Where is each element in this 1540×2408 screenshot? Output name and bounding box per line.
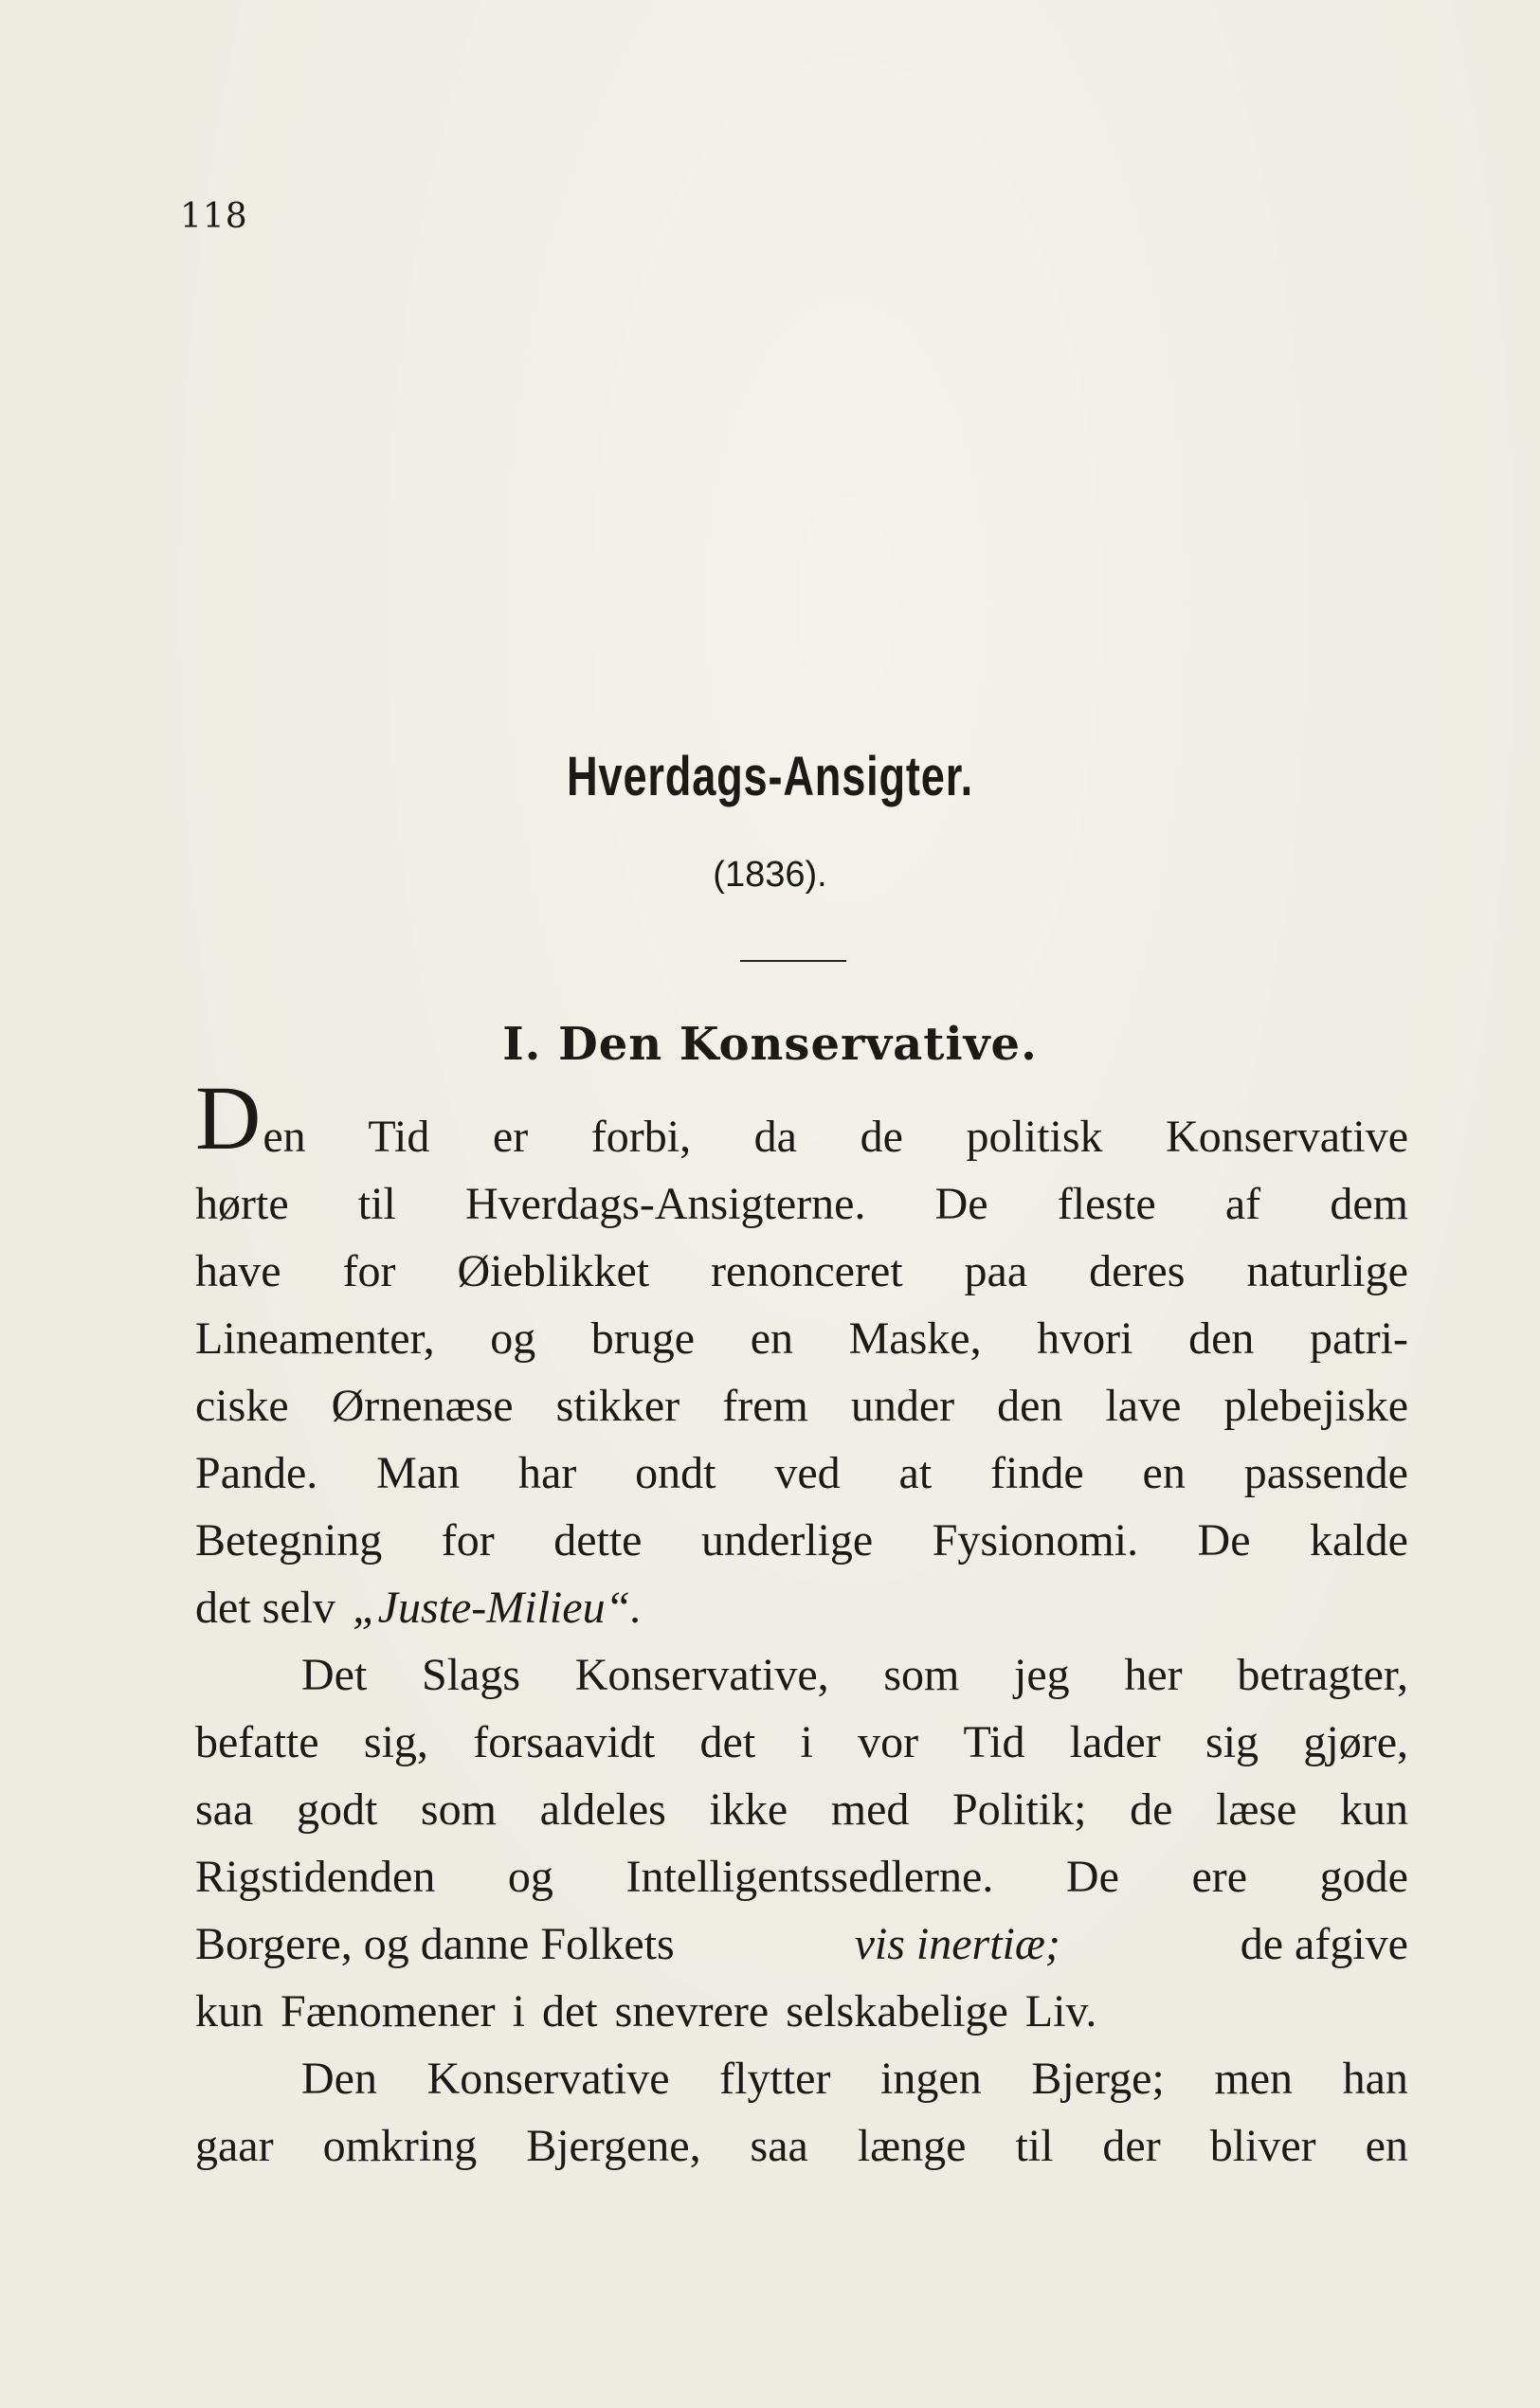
text-line [195,1238,1408,1305]
word: Pande. [195,1448,318,1498]
word: i [800,1717,813,1767]
word: Fysionomi. [932,1515,1139,1566]
text-line [195,1843,1408,1910]
word: for [441,1515,495,1566]
chapter-year: (1836). [713,855,827,895]
paragraph-2-line-5 [195,1910,1408,1978]
word: omkring [322,2121,478,2171]
word: saa [750,2121,808,2171]
word: gaar [195,2121,274,2171]
text-line: en Tid er forbi, da de politisk Konservative [263,1112,1408,1162]
word: lave [1105,1381,1182,1431]
word: og [507,1852,553,1902]
word: underlige [700,1515,874,1566]
text-line [195,1372,1408,1439]
text-line [195,1641,1408,1709]
word: Bjerge; [1031,2054,1165,2104]
word: De [1197,1515,1251,1566]
word: Tid [963,1717,1025,1767]
word: betragter, [1237,1650,1408,1700]
word: Slags [422,1650,521,1700]
word: vor [858,1717,919,1767]
word: læse [1216,1784,1297,1835]
word: som [883,1650,960,1700]
word: en [1365,2121,1408,2171]
text-line [195,2112,1408,2180]
word: ingen [880,2054,982,2104]
word: De [1065,1852,1119,1902]
word: frem [722,1381,808,1431]
title-divider [740,960,846,962]
word: sig [1205,1717,1259,1767]
word: dette [553,1515,643,1566]
word: Fænomener [281,1986,496,2037]
word: have [195,1246,281,1296]
drop-cap: D [195,1067,262,1168]
word: i [512,1986,525,2037]
word: dem [1330,1179,1408,1229]
word: den [1188,1313,1255,1364]
word: forsaavidt [473,1717,656,1767]
word: ciske [195,1381,289,1431]
word: snevrere [614,1986,770,2037]
word: under [850,1381,955,1431]
word: Konservative, [574,1650,829,1700]
word: naturlige [1246,1246,1408,1296]
chapter-title: Hverdags-Ansigter. [567,746,973,807]
word: godt [296,1784,378,1835]
word: Den [301,2054,377,2104]
word: de [1130,1784,1173,1835]
word: Man [376,1448,461,1498]
text-line [195,1507,1408,1574]
text-fragment: Borgere, og danne Folkets [195,1919,675,1969]
word: han [1342,2054,1408,2104]
word: for [342,1246,396,1296]
word: saa [195,1784,254,1835]
word: har [518,1448,577,1498]
word: Liv. [1024,1986,1097,2037]
word: til [357,1179,396,1229]
section-heading: I. Den Konservative. [502,1018,1038,1071]
page-number: 118 [180,197,248,236]
word: hørte [195,1179,289,1229]
word: renonceret [711,1246,903,1296]
word: Hverdags-Ansigterne. [464,1179,866,1229]
word: Det [301,1650,368,1700]
word: De [934,1179,988,1229]
text-line [195,1709,1408,1776]
text-line [195,1776,1408,1843]
word: passende [1243,1448,1408,1498]
word: kalde [1309,1515,1408,1566]
text-line [195,2045,1408,2112]
word: aldeles [539,1784,666,1835]
word: finde [990,1448,1084,1498]
word: plebejiske [1223,1381,1408,1431]
text-line [195,1439,1408,1507]
word: af [1224,1179,1261,1229]
word: jeg [1014,1650,1070,1700]
word: Bjergene, [526,2121,701,2171]
word: patri- [1309,1313,1408,1364]
word: det [699,1717,756,1767]
word: her [1124,1650,1183,1700]
word: til [1015,2121,1054,2171]
word: Rigstidenden [195,1852,436,1902]
word: kun [195,1986,263,2037]
word: men [1214,2054,1293,2104]
word: en [750,1313,793,1364]
word: befatte [195,1717,319,1767]
word: gjøre, [1303,1717,1408,1767]
word: Intelligentssedlerne. [625,1852,994,1902]
word: som [420,1784,497,1835]
word: Konservative [426,2054,670,2104]
text-fragment: de afgive [1240,1919,1408,1969]
word: at [898,1448,933,1498]
word: ondt [635,1448,716,1498]
word: ere [1191,1852,1248,1902]
paragraph-1-line-1 [195,1067,1408,1170]
text-line [195,1305,1408,1372]
word: flytter [719,2054,831,2104]
word: og [490,1313,536,1364]
word: Maske, [848,1313,982,1364]
text-fragment: det selv [195,1583,335,1633]
word: bliver [1209,2121,1316,2171]
word: lader [1069,1717,1161,1767]
word: Betegning [195,1515,383,1566]
word: med [830,1784,910,1835]
word: deres [1089,1246,1186,1296]
word: Øieblikket [457,1246,650,1296]
word: ved [774,1448,841,1498]
word: Politik; [952,1784,1087,1835]
word: det [541,1986,598,2037]
word: der [1102,2121,1161,2171]
italic-term: vis inertiæ; [854,1919,1060,1969]
word: bruge [590,1313,696,1364]
word: paa [964,1246,1028,1296]
word: hvori [1037,1313,1133,1364]
word: længe [857,2121,967,2171]
word: fleste [1057,1179,1156,1229]
paragraph-1-last-line [195,1574,1408,1641]
text-line [195,1170,1408,1238]
word: stikker [555,1381,680,1431]
word: gode [1319,1852,1408,1902]
word: den [997,1381,1063,1431]
word: selskabelige [786,1986,1008,2037]
body-text [195,1067,1408,2180]
text-line [195,1978,1408,2045]
italic-term: „Juste-Milieu“. [352,1583,643,1633]
word: kun [1340,1784,1408,1835]
word: Ørnenæse [331,1381,514,1431]
word: ikke [709,1784,788,1835]
word: sig, [363,1717,428,1767]
word: Lineamenter, [195,1313,435,1364]
word: en [1142,1448,1186,1498]
